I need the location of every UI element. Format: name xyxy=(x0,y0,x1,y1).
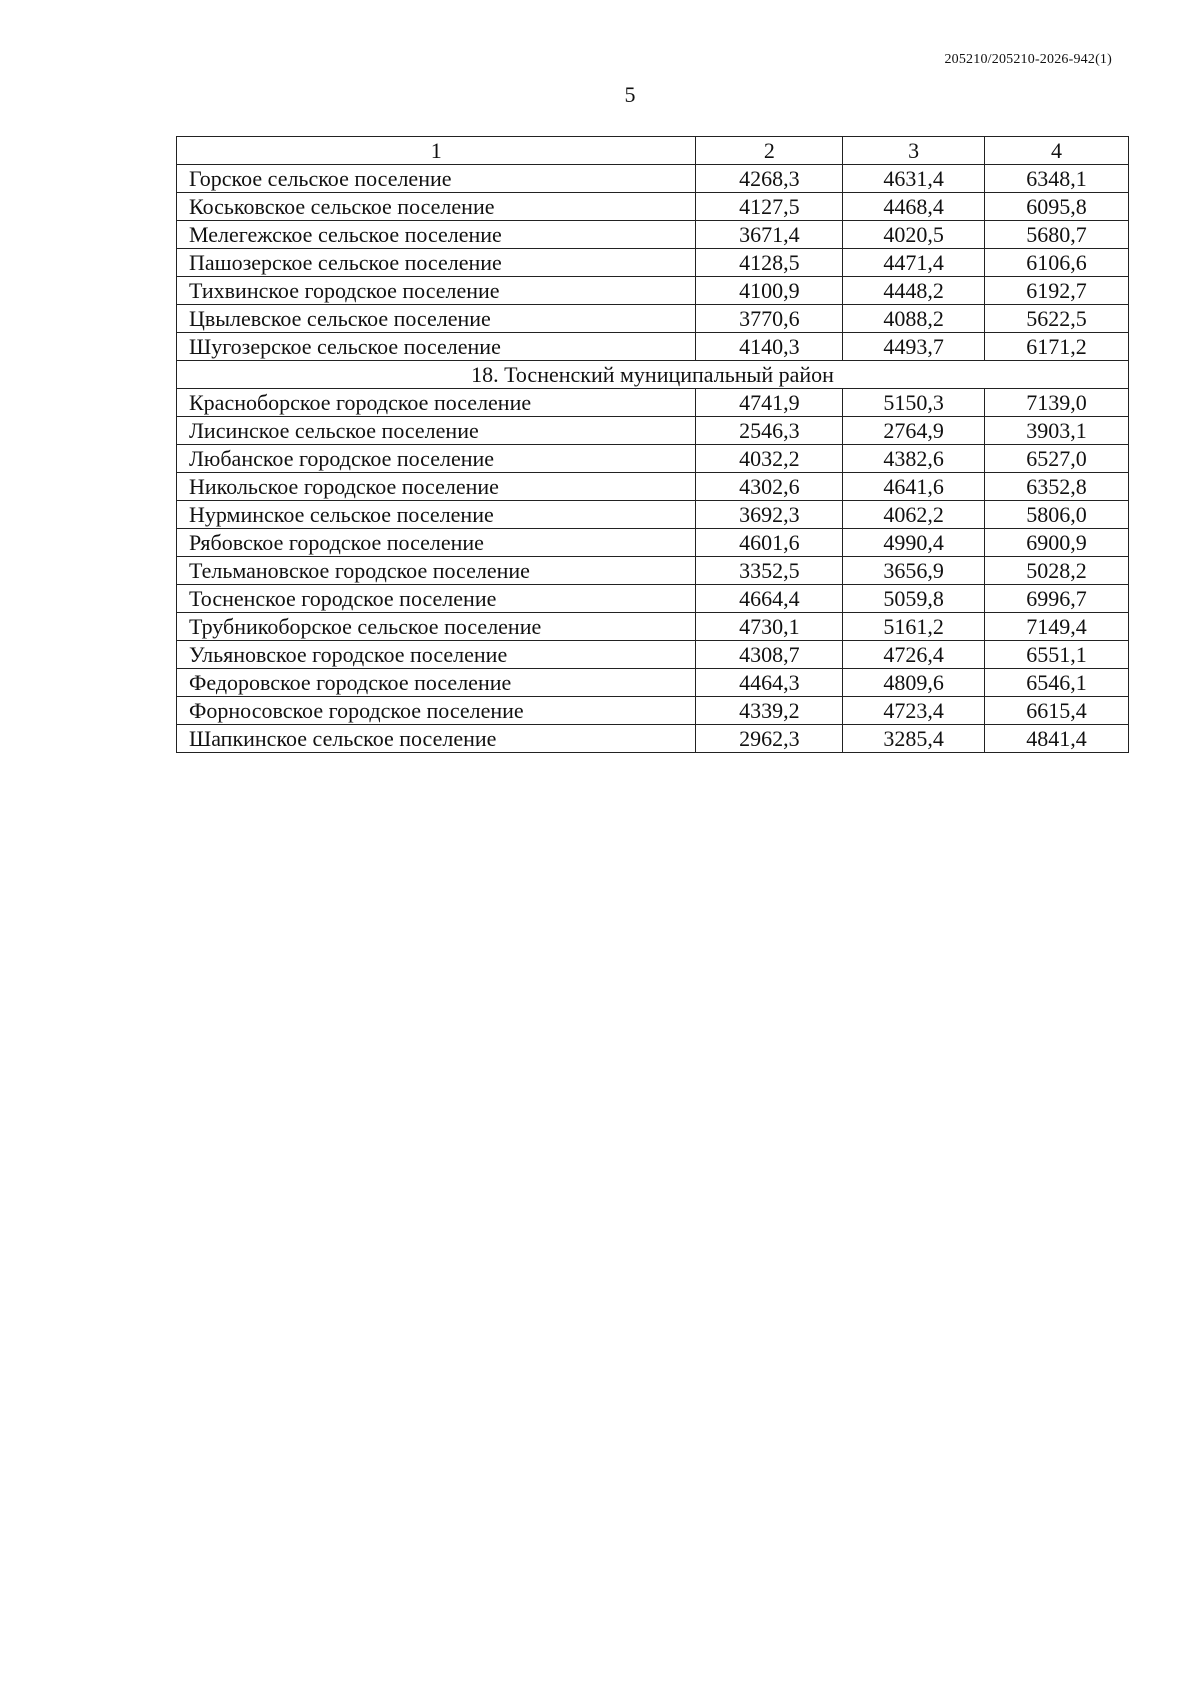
settlement-name-cell: Тельмановское городское поселение xyxy=(177,557,696,585)
value-cell-col2: 4268,3 xyxy=(696,165,843,193)
value-cell-col3: 4448,2 xyxy=(843,277,985,305)
value-cell-col2: 3671,4 xyxy=(696,221,843,249)
table-row xyxy=(177,585,1129,613)
value-cell-col4: 6171,2 xyxy=(985,333,1129,361)
settlement-name-cell: Тосненское городское поселение xyxy=(177,585,696,613)
table-row xyxy=(177,305,1129,333)
value-cell-col3: 4382,6 xyxy=(843,445,985,473)
value-cell-col4: 5028,2 xyxy=(985,557,1129,585)
table-row xyxy=(177,389,1129,417)
settlement-name-cell: Никольское городское поселение xyxy=(177,473,696,501)
table-row xyxy=(177,557,1129,585)
value-cell-col2: 4100,9 xyxy=(696,277,843,305)
settlement-name-cell: Любанское городское поселение xyxy=(177,445,696,473)
value-cell-col3: 4062,2 xyxy=(843,501,985,529)
table-row xyxy=(177,417,1129,445)
settlement-name-cell: Трубникоборское сельское поселение xyxy=(177,613,696,641)
value-cell-col2: 4741,9 xyxy=(696,389,843,417)
value-cell-col2: 2546,3 xyxy=(696,417,843,445)
value-cell-col2: 3692,3 xyxy=(696,501,843,529)
value-cell-col3: 4493,7 xyxy=(843,333,985,361)
value-cell-col4: 6348,1 xyxy=(985,165,1129,193)
value-cell-col4: 6900,9 xyxy=(985,529,1129,557)
table-row xyxy=(177,641,1129,669)
value-cell-col4: 6352,8 xyxy=(985,473,1129,501)
value-cell-col2: 4664,4 xyxy=(696,585,843,613)
section-title: 18. Тосненский муниципальный район xyxy=(177,361,1129,389)
value-cell-col3: 5161,2 xyxy=(843,613,985,641)
value-cell-col3: 5150,3 xyxy=(843,389,985,417)
table-row xyxy=(177,725,1129,753)
table-header xyxy=(177,137,1129,165)
value-cell-col4: 4841,4 xyxy=(985,725,1129,753)
value-cell-col3: 3656,9 xyxy=(843,557,985,585)
settlement-name-cell: Цвылевское сельское поселение xyxy=(177,305,696,333)
value-cell-col4: 6615,4 xyxy=(985,697,1129,725)
table-row xyxy=(177,473,1129,501)
value-cell-col4: 5622,5 xyxy=(985,305,1129,333)
settlement-name-cell: Нурминское сельское поселение xyxy=(177,501,696,529)
value-cell-col3: 3285,4 xyxy=(843,725,985,753)
value-cell-col4: 6095,8 xyxy=(985,193,1129,221)
data-table xyxy=(176,136,1129,753)
table-row xyxy=(177,613,1129,641)
table-row xyxy=(177,501,1129,529)
settlement-name-cell: Пашозерское сельское поселение xyxy=(177,249,696,277)
value-cell-col2: 4032,2 xyxy=(696,445,843,473)
value-cell-col2: 4128,5 xyxy=(696,249,843,277)
value-cell-col2: 2962,3 xyxy=(696,725,843,753)
settlement-name-cell: Коськовское сельское поселение xyxy=(177,193,696,221)
settlement-name-cell: Шапкинское сельское поселение xyxy=(177,725,696,753)
value-cell-col3: 4809,6 xyxy=(843,669,985,697)
value-cell-col4: 6527,0 xyxy=(985,445,1129,473)
value-cell-col3: 4020,5 xyxy=(843,221,985,249)
settlement-name-cell: Федоровское городское поселение xyxy=(177,669,696,697)
value-cell-col3: 4631,4 xyxy=(843,165,985,193)
column-header: 1 xyxy=(177,137,696,165)
settlement-name-cell: Форносовское городское поселение xyxy=(177,697,696,725)
settlement-name-cell: Горское сельское поселение xyxy=(177,165,696,193)
settlement-name-cell: Красноборское городское поселение xyxy=(177,389,696,417)
value-cell-col3: 4088,2 xyxy=(843,305,985,333)
section-row xyxy=(177,361,1129,389)
value-cell-col4: 5680,7 xyxy=(985,221,1129,249)
value-cell-col3: 4471,4 xyxy=(843,249,985,277)
value-cell-col4: 7139,0 xyxy=(985,389,1129,417)
value-cell-col4: 3903,1 xyxy=(985,417,1129,445)
value-cell-col4: 6192,7 xyxy=(985,277,1129,305)
value-cell-col2: 4464,3 xyxy=(696,669,843,697)
table-body xyxy=(177,165,1129,753)
column-header: 4 xyxy=(985,137,1129,165)
value-cell-col3: 4723,4 xyxy=(843,697,985,725)
table-row xyxy=(177,445,1129,473)
value-cell-col2: 4730,1 xyxy=(696,613,843,641)
page-number: 5 xyxy=(624,82,636,107)
document-code: 205210/205210-2026-942(1) xyxy=(944,52,1112,67)
table-row xyxy=(177,333,1129,361)
settlement-name-cell: Лисинское сельское поселение xyxy=(177,417,696,445)
value-cell-col2: 4601,6 xyxy=(696,529,843,557)
column-header: 3 xyxy=(843,137,985,165)
table-row xyxy=(177,221,1129,249)
value-cell-col4: 6546,1 xyxy=(985,669,1129,697)
settlement-name-cell: Тихвинское городское поселение xyxy=(177,277,696,305)
table-row xyxy=(177,165,1129,193)
value-cell-col2: 4302,6 xyxy=(696,473,843,501)
value-cell-col2: 4140,3 xyxy=(696,333,843,361)
settlement-name-cell: Шугозерское сельское поселение xyxy=(177,333,696,361)
value-cell-col2: 4127,5 xyxy=(696,193,843,221)
settlement-name-cell: Ульяновское городское поселение xyxy=(177,641,696,669)
table-row xyxy=(177,697,1129,725)
value-cell-col3: 4468,4 xyxy=(843,193,985,221)
settlement-name-cell: Мелегежское сельское поселение xyxy=(177,221,696,249)
value-cell-col3: 2764,9 xyxy=(843,417,985,445)
table-row xyxy=(177,277,1129,305)
value-cell-col3: 4990,4 xyxy=(843,529,985,557)
table-row xyxy=(177,669,1129,697)
value-cell-col4: 6106,6 xyxy=(985,249,1129,277)
value-cell-col4: 6551,1 xyxy=(985,641,1129,669)
value-cell-col2: 3352,5 xyxy=(696,557,843,585)
value-cell-col3: 4726,4 xyxy=(843,641,985,669)
column-header: 2 xyxy=(696,137,843,165)
value-cell-col2: 3770,6 xyxy=(696,305,843,333)
value-cell-col4: 5806,0 xyxy=(985,501,1129,529)
table-row xyxy=(177,249,1129,277)
header-row xyxy=(177,137,1129,165)
value-cell-col4: 7149,4 xyxy=(985,613,1129,641)
value-cell-col2: 4339,2 xyxy=(696,697,843,725)
value-cell-col3: 4641,6 xyxy=(843,473,985,501)
table-row xyxy=(177,529,1129,557)
value-cell-col4: 6996,7 xyxy=(985,585,1129,613)
value-cell-col2: 4308,7 xyxy=(696,641,843,669)
settlement-name-cell: Рябовское городское поселение xyxy=(177,529,696,557)
table-row xyxy=(177,193,1129,221)
value-cell-col3: 5059,8 xyxy=(843,585,985,613)
